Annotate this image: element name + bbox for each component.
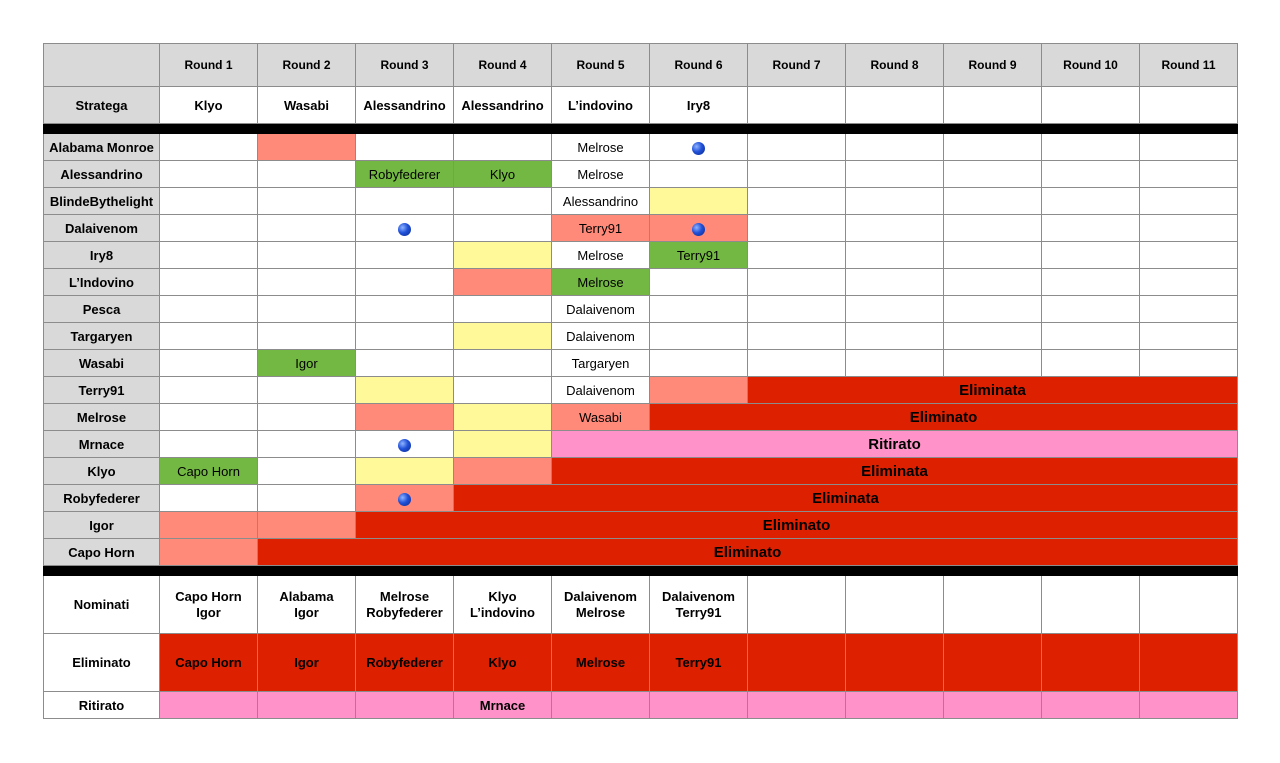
- cell: [454, 296, 552, 323]
- cell-saved: [454, 431, 552, 458]
- nominated-cell: [748, 576, 846, 634]
- cell: [1140, 350, 1238, 377]
- player-row: [44, 296, 1238, 323]
- cell: [160, 350, 258, 377]
- vote-cell: Igor: [258, 350, 356, 377]
- player-name: BlindeBythelight: [44, 188, 160, 215]
- cell: [356, 350, 454, 377]
- player-name: Melrose: [44, 404, 160, 431]
- withdrawn-cell: [356, 692, 454, 719]
- cell: [454, 377, 552, 404]
- cell: [258, 377, 356, 404]
- vote-cell: Wasabi: [552, 404, 650, 431]
- cell: [356, 431, 454, 458]
- cell: [650, 161, 748, 188]
- cell: [944, 323, 1042, 350]
- cell: [1042, 161, 1140, 188]
- player-name: Pesca: [44, 296, 160, 323]
- withdrawn-cell: [1140, 692, 1238, 719]
- player-row: [44, 134, 1238, 161]
- vote-cell: Dalaivenom: [552, 377, 650, 404]
- cell-nominated: [454, 269, 552, 296]
- cell-nominated: [258, 134, 356, 161]
- player-row: [44, 242, 1238, 269]
- status-banner: Eliminata: [552, 458, 1238, 485]
- cell: [258, 242, 356, 269]
- blue-dot-icon: [692, 142, 705, 155]
- eliminated-cell: Terry91: [650, 634, 748, 692]
- cell: [258, 215, 356, 242]
- nominated-cell: [944, 576, 1042, 634]
- cell-saved: [356, 377, 454, 404]
- cell: [748, 242, 846, 269]
- round-header: Round 11: [1140, 44, 1238, 87]
- cell: [846, 350, 944, 377]
- strategist-cell: Wasabi: [258, 87, 356, 124]
- strategist-cell: L’indovino: [552, 87, 650, 124]
- cell: [1042, 323, 1140, 350]
- vote-cell: Melrose: [552, 269, 650, 296]
- round-header: Round 8: [846, 44, 944, 87]
- player-row: [44, 404, 1238, 431]
- cell: [356, 215, 454, 242]
- nominee: Alabama: [279, 588, 334, 604]
- cell: [258, 458, 356, 485]
- strategist-cell: [1140, 87, 1238, 124]
- nominated-cell: [846, 576, 944, 634]
- cell: [846, 323, 944, 350]
- cell: [748, 323, 846, 350]
- withdrawn-cell: [944, 692, 1042, 719]
- cell: [944, 269, 1042, 296]
- vote-cell: Melrose: [552, 161, 650, 188]
- blue-dot-icon: [398, 223, 411, 236]
- player-row: [44, 269, 1238, 296]
- cell-nominated: [356, 404, 454, 431]
- cell: [650, 350, 748, 377]
- cell: [650, 134, 748, 161]
- cell: [258, 296, 356, 323]
- status-banner: Eliminata: [748, 377, 1238, 404]
- player-name: Terry91: [44, 377, 160, 404]
- game-grid: [43, 43, 1238, 719]
- withdrawn-cell: [1042, 692, 1140, 719]
- separator-bar: [44, 566, 1238, 576]
- header-row: [44, 44, 1238, 87]
- round-header: Round 9: [944, 44, 1042, 87]
- nominee: Dalaivenom: [662, 588, 735, 604]
- cell: [748, 350, 846, 377]
- cell: [1042, 296, 1140, 323]
- player-row: [44, 215, 1238, 242]
- eliminated-label: Eliminato: [44, 634, 160, 692]
- round-header: Round 10: [1042, 44, 1140, 87]
- cell: [1140, 269, 1238, 296]
- nominated-cell: [356, 576, 454, 634]
- eliminated-cell: [944, 634, 1042, 692]
- cell: [846, 188, 944, 215]
- cell: [1140, 161, 1238, 188]
- player-name: Wasabi: [44, 350, 160, 377]
- cell: [160, 188, 258, 215]
- cell: [258, 431, 356, 458]
- eliminated-cell: Capo Horn: [160, 634, 258, 692]
- status-banner: Eliminato: [356, 512, 1238, 539]
- nominee: Terry91: [675, 604, 722, 620]
- round-header: Round 5: [552, 44, 650, 87]
- blue-dot-icon: [398, 493, 411, 506]
- vote-cell: Melrose: [552, 242, 650, 269]
- player-name: Iry8: [44, 242, 160, 269]
- strategist-cell: Alessandrino: [454, 87, 552, 124]
- cell: [160, 485, 258, 512]
- nominee: Dalaivenom: [564, 588, 637, 604]
- eliminated-cell: Klyo: [454, 634, 552, 692]
- vote-cell: Klyo: [454, 161, 552, 188]
- cell: [748, 161, 846, 188]
- nominated-row: [44, 576, 1238, 634]
- separator-row: [44, 124, 1238, 134]
- cell: [944, 215, 1042, 242]
- vote-cell: Capo Horn: [160, 458, 258, 485]
- cell: [160, 404, 258, 431]
- eliminated-cell: [1042, 634, 1140, 692]
- cell: [944, 350, 1042, 377]
- cell: [258, 485, 356, 512]
- cell: [160, 269, 258, 296]
- cell: [160, 242, 258, 269]
- separator-row: [44, 566, 1238, 576]
- cell-saved: [650, 188, 748, 215]
- separator-bar: [44, 124, 1238, 134]
- cell: [1042, 269, 1140, 296]
- nominated-cell: [1140, 576, 1238, 634]
- cell: [356, 188, 454, 215]
- nominated-cell: [160, 576, 258, 634]
- nominee: Igor: [196, 604, 221, 620]
- eliminated-cell: [846, 634, 944, 692]
- eliminated-cell: Robyfederer: [356, 634, 454, 692]
- eliminated-cell: Igor: [258, 634, 356, 692]
- player-row: [44, 350, 1238, 377]
- eliminated-cell: Melrose: [552, 634, 650, 692]
- cell-nominated: [454, 458, 552, 485]
- round-header: Round 7: [748, 44, 846, 87]
- cell: [160, 215, 258, 242]
- status-banner: Eliminato: [650, 404, 1238, 431]
- cell: [944, 161, 1042, 188]
- strategist-cell: [944, 87, 1042, 124]
- strategist-cell: Klyo: [160, 87, 258, 124]
- cell: [160, 161, 258, 188]
- nominated-cell: [650, 576, 748, 634]
- cell: [748, 269, 846, 296]
- cell-nominated: [356, 485, 454, 512]
- cell-saved: [356, 458, 454, 485]
- cell: [1140, 296, 1238, 323]
- player-row: [44, 431, 1238, 458]
- cell: [454, 350, 552, 377]
- cell: [846, 134, 944, 161]
- vote-cell: Alessandrino: [552, 188, 650, 215]
- cell: [748, 134, 846, 161]
- corner-cell: [44, 44, 160, 87]
- cell: [846, 242, 944, 269]
- withdrawn-cell: [160, 692, 258, 719]
- cell-nominated: [160, 539, 258, 566]
- player-row: [44, 323, 1238, 350]
- nominee: L’indovino: [470, 604, 535, 620]
- cell: [1140, 134, 1238, 161]
- cell: [454, 134, 552, 161]
- round-header: Round 6: [650, 44, 748, 87]
- cell-nominated: [650, 215, 748, 242]
- cell: [1140, 215, 1238, 242]
- cell: [650, 269, 748, 296]
- cell-saved: [454, 323, 552, 350]
- withdrawn-cell: [846, 692, 944, 719]
- cell-saved: [454, 242, 552, 269]
- withdrawn-label: Ritirato: [44, 692, 160, 719]
- cell: [258, 269, 356, 296]
- cell: [748, 296, 846, 323]
- cell-nominated: [258, 512, 356, 539]
- cell: [258, 323, 356, 350]
- cell: [846, 215, 944, 242]
- status-banner: Eliminata: [454, 485, 1238, 512]
- cell: [650, 296, 748, 323]
- cell: [846, 296, 944, 323]
- cell: [944, 134, 1042, 161]
- withdrawn-cell: [748, 692, 846, 719]
- cell: [1042, 242, 1140, 269]
- vote-cell: Dalaivenom: [552, 296, 650, 323]
- player-name: L’Indovino: [44, 269, 160, 296]
- nominee: Klyo: [488, 588, 517, 604]
- strategist-cell: Alessandrino: [356, 87, 454, 124]
- player-name: Klyo: [44, 458, 160, 485]
- player-name: Dalaivenom: [44, 215, 160, 242]
- withdrawn-cell: [650, 692, 748, 719]
- strategist-cell: [1042, 87, 1140, 124]
- cell: [356, 296, 454, 323]
- cell: [944, 296, 1042, 323]
- cell: [356, 242, 454, 269]
- cell: [846, 161, 944, 188]
- cell: [160, 431, 258, 458]
- cell: [258, 188, 356, 215]
- player-row: [44, 188, 1238, 215]
- cell: [1140, 242, 1238, 269]
- nominee: Melrose: [379, 588, 430, 604]
- vote-cell: Targaryen: [552, 350, 650, 377]
- nominee: Melrose: [575, 604, 626, 620]
- eliminated-row: [44, 634, 1238, 692]
- withdrawn-cell: [552, 692, 650, 719]
- cell: [356, 323, 454, 350]
- player-name: Capo Horn: [44, 539, 160, 566]
- player-row: [44, 377, 1238, 404]
- player-row: [44, 512, 1238, 539]
- cell: [258, 404, 356, 431]
- vote-cell: Terry91: [552, 215, 650, 242]
- player-row: [44, 485, 1238, 512]
- strategist-cell: [846, 87, 944, 124]
- nominated-label: Nominati: [44, 576, 160, 634]
- vote-cell: Robyfederer: [356, 161, 454, 188]
- cell: [1140, 323, 1238, 350]
- player-row: [44, 161, 1238, 188]
- round-header: Round 2: [258, 44, 356, 87]
- player-name: Targaryen: [44, 323, 160, 350]
- player-name: Robyfederer: [44, 485, 160, 512]
- nominated-cell: [258, 576, 356, 634]
- cell-saved: [454, 404, 552, 431]
- cell: [748, 188, 846, 215]
- blue-dot-icon: [398, 439, 411, 452]
- cell: [1042, 134, 1140, 161]
- blue-dot-icon: [692, 223, 705, 236]
- nominated-cell: [454, 576, 552, 634]
- round-header: Round 3: [356, 44, 454, 87]
- cell: [160, 323, 258, 350]
- player-name: Mrnace: [44, 431, 160, 458]
- strategist-row: [44, 87, 1238, 124]
- withdrawn-row: [44, 692, 1238, 719]
- cell-nominated: [160, 512, 258, 539]
- cell: [160, 377, 258, 404]
- cell: [748, 215, 846, 242]
- round-header: Round 4: [454, 44, 552, 87]
- strategist-cell: [748, 87, 846, 124]
- cell: [356, 269, 454, 296]
- cell: [356, 134, 454, 161]
- status-banner: Ritirato: [552, 431, 1238, 458]
- nominee: Robyfederer: [366, 604, 443, 620]
- nominated-cell: [552, 576, 650, 634]
- cell: [160, 296, 258, 323]
- nominated-cell: [1042, 576, 1140, 634]
- cell: [944, 188, 1042, 215]
- nominee: Igor: [294, 604, 319, 620]
- status-banner: Eliminato: [258, 539, 1238, 566]
- cell: [1042, 215, 1140, 242]
- player-name: Igor: [44, 512, 160, 539]
- player-name: Alessandrino: [44, 161, 160, 188]
- player-row: [44, 458, 1238, 485]
- eliminated-cell: [1140, 634, 1238, 692]
- cell: [454, 188, 552, 215]
- round-header: Round 1: [160, 44, 258, 87]
- eliminated-cell: [748, 634, 846, 692]
- player-row: [44, 539, 1238, 566]
- cell: [258, 161, 356, 188]
- cell: [944, 242, 1042, 269]
- nominee: Capo Horn: [175, 588, 242, 604]
- cell: [846, 269, 944, 296]
- cell: [1042, 188, 1140, 215]
- strategist-cell: Iry8: [650, 87, 748, 124]
- cell: [1140, 188, 1238, 215]
- withdrawn-cell: Mrnace: [454, 692, 552, 719]
- cell: [454, 215, 552, 242]
- player-name: Alabama Monroe: [44, 134, 160, 161]
- cell: [160, 134, 258, 161]
- cell: [650, 323, 748, 350]
- withdrawn-cell: [258, 692, 356, 719]
- strategist-label: Stratega: [44, 87, 160, 124]
- vote-cell: Terry91: [650, 242, 748, 269]
- vote-cell: Melrose: [552, 134, 650, 161]
- cell: [1042, 350, 1140, 377]
- cell-nominated: [650, 377, 748, 404]
- vote-cell: Dalaivenom: [552, 323, 650, 350]
